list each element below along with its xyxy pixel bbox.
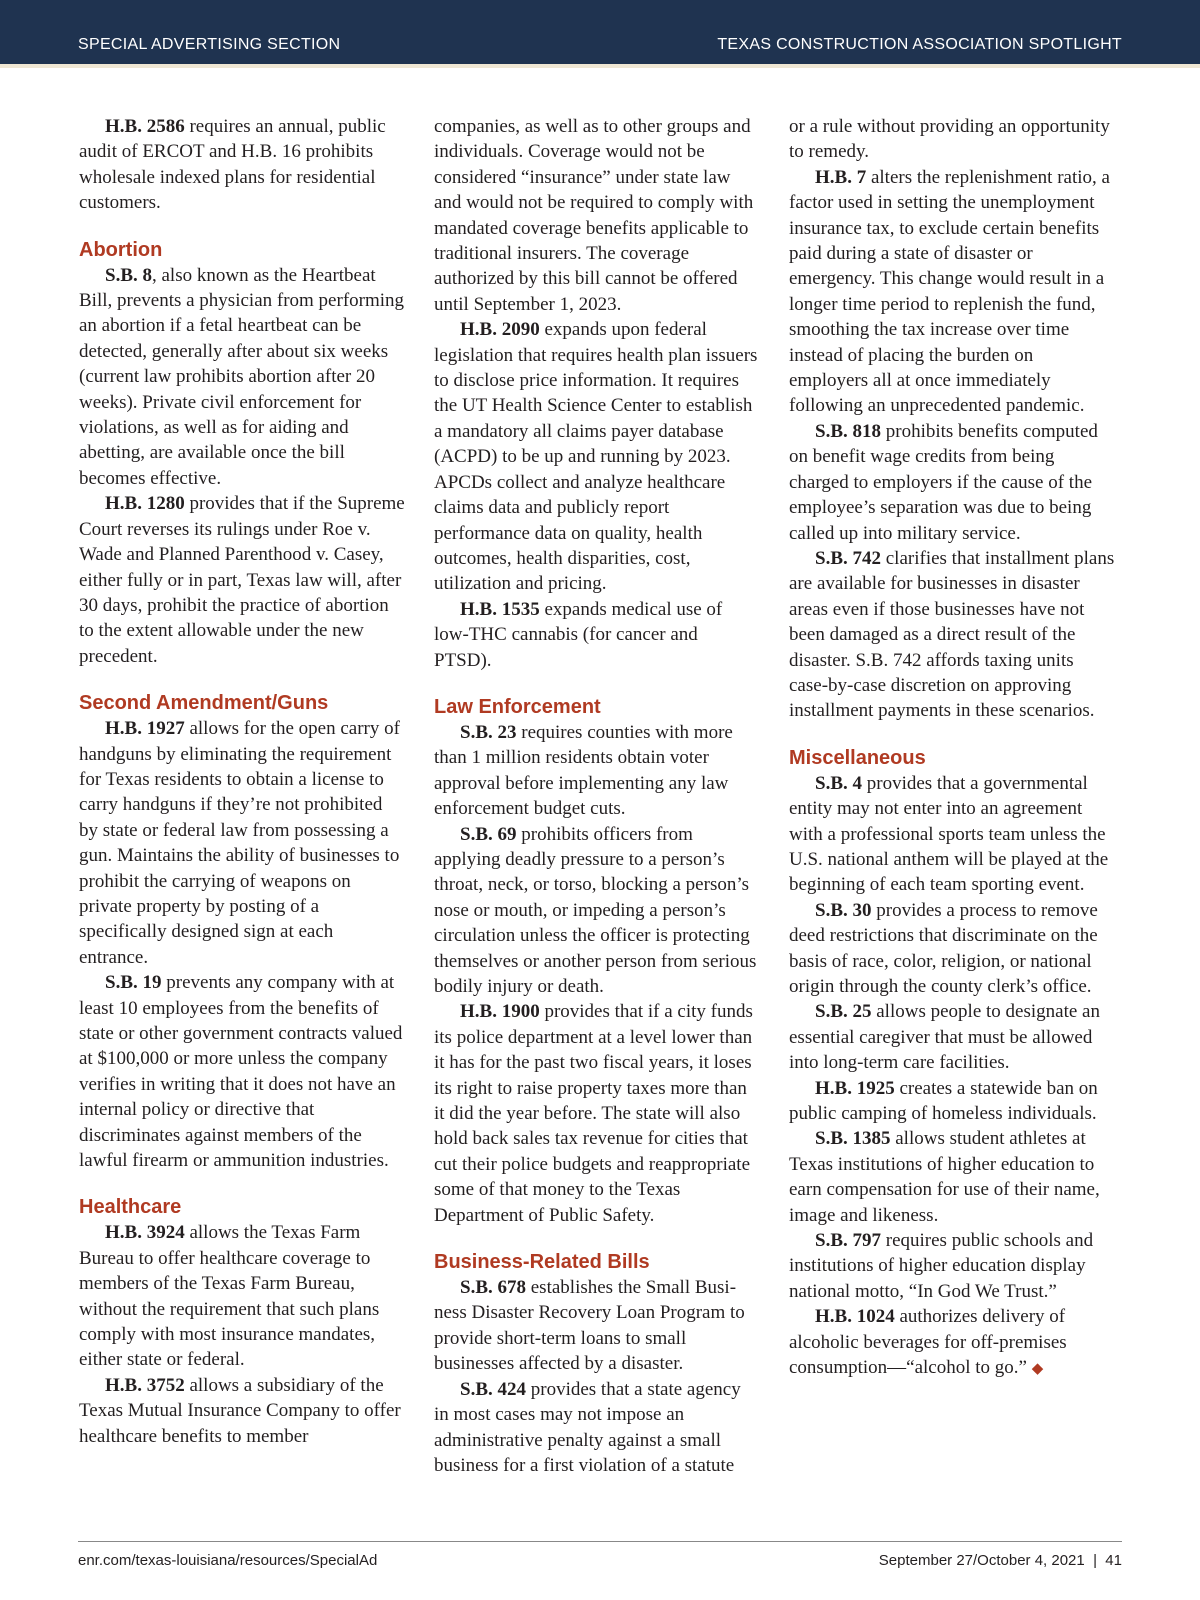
paragraph-hb1024 bbox=[789, 1304, 1115, 1382]
paragraph-sb69 bbox=[434, 822, 760, 1000]
footer-rule bbox=[78, 1541, 1122, 1542]
bill-text: allows for the open carry of handguns by eliminating the requirement for Texas residents to obtain a license to carry handguns if they’re not prohibited by state or federal law from possessing a gun. Maintains the ability of businesses to prohibit the carrying of weapons on private property by posting of a specifically designed sign at each entrance. bbox=[79, 718, 400, 968]
bill-number: H.B. 1024 bbox=[815, 1306, 895, 1328]
paragraph-hb1280 bbox=[79, 491, 405, 669]
paragraph-sb25 bbox=[789, 999, 1115, 1075]
paragraph-sb818 bbox=[789, 419, 1115, 546]
bill-number: S.B. 678 bbox=[460, 1277, 526, 1299]
heading-law-enforcement: Law Enforcement bbox=[434, 695, 601, 718]
paragraph-continued: companies, as well as to other groups and individuals. Coverage would not be considered “insurance” under state law and would not be required to comply with mandated coverage benefits applicable to traditional insurers. The coverage authorized by this bill cannot be offered until September 1, 2023. bbox=[434, 116, 754, 315]
bill-text: allows student athletes at Texas institutions of higher education to earn compensation for use of their name, image and likeness. bbox=[789, 1128, 1100, 1226]
bill-number: H.B. 2586 bbox=[105, 116, 185, 137]
paragraph-hb2586 bbox=[79, 114, 405, 216]
paragraph-sb30 bbox=[789, 898, 1115, 1000]
bill-text: provides that a governmental entity may not enter into an agreement with a professional sports team unless the U.S. national anthem will be played at the beginning of each team sporting event. bbox=[789, 772, 1109, 896]
bill-number: S.B. 19 bbox=[105, 972, 162, 994]
bill-number: H.B. 3924 bbox=[105, 1222, 185, 1244]
spotlight-label: TEXAS CONSTRUCTION ASSOCIATION SPOTLIGHT bbox=[717, 36, 1122, 53]
bill-text: prohibits officers from applying deadly pressure to a person’s throat, neck, or torso, blocking a person’s nose or mouth, or impeding a person’s circulation unless the officer is protecting themselves or another person from serious bodily injury or death. bbox=[434, 823, 757, 997]
bill-text: prohibits benefits computed on benefit wage credits from being charged to employers if the cause of the employee’s separation was due to being called up into military service. bbox=[789, 420, 1098, 544]
bill-number: H.B. 7 bbox=[815, 166, 867, 188]
bill-number: S.B. 30 bbox=[815, 899, 872, 921]
bill-text: requires an annual, public audit of ERCOT and H.B. 16 prohibits wholesale indexed plans for residential customers. bbox=[79, 116, 386, 214]
paragraph-sb678 bbox=[434, 1275, 760, 1377]
paragraph-sb4 bbox=[789, 771, 1115, 898]
bill-number: S.B. 25 bbox=[815, 1001, 872, 1023]
paragraph-hb7 bbox=[789, 165, 1115, 419]
bill-number: S.B. 742 bbox=[815, 547, 881, 569]
heading-business-bills: Business-Related Bills bbox=[434, 1251, 650, 1274]
header-rule bbox=[0, 64, 1200, 68]
paragraph-sb1385 bbox=[789, 1126, 1115, 1228]
paragraph-hb1900 bbox=[434, 999, 760, 1228]
bill-text: provides that if a city funds its police department at a level lower than it has for the past two fiscal years, it loses its right to raise property taxes more than it did the year before. The state will also hold back sales tax revenue for cities that cut their police budgets and reappropriate some of that money to the Texas Department of Public Safety. bbox=[434, 1001, 753, 1226]
paragraph-sb23 bbox=[434, 720, 760, 822]
bill-text: creates a statewide ban on public camping of homeless individuals. bbox=[789, 1077, 1098, 1125]
column-3 bbox=[789, 114, 1115, 1383]
heading-second-amendment: Second Amendment/Guns bbox=[79, 692, 329, 715]
bill-number: H.B. 1925 bbox=[815, 1077, 895, 1099]
paragraph-hb2090 bbox=[434, 317, 760, 596]
bill-text: establishes the Small Business Disaster Recovery Loan Program to provide short-term loans to small businesses affected by a disaster. bbox=[434, 1277, 745, 1375]
paragraph-sb8 bbox=[79, 263, 405, 492]
bill-number: S.B. 8 bbox=[105, 264, 152, 286]
column-2 bbox=[434, 114, 760, 1478]
bill-text: expands medical use of low-THC cannabis (for cancer and PTSD). bbox=[434, 598, 723, 671]
bill-text: prevents any company with at least 10 employees from the benefits of state or other government contracts valued at $100,000 or more unless the company verifies in writing that it does not have an internal policy or directive that discriminates against members of the lawful firearm or ammunition industries. bbox=[79, 972, 403, 1172]
bill-number: H.B. 3752 bbox=[105, 1374, 185, 1396]
bill-text: expands upon federal legislation that requires health plan issuers to disclose price information. It requires the UT Health Science Center to establish a mandatory all claims payer database (ACPD) to be up and running by 2023. APCDs collect and analyze healthcare claims data and publicly report performance data on quality, health outcomes, health disparities, cost, utilization and pricing. bbox=[434, 319, 758, 595]
column-1 bbox=[79, 114, 405, 1449]
bill-text: alters the replenishment ratio, a factor used in setting the unemployment insurance tax, to exclude certain benefits paid during a state of disaster or emergency. This change would result in a longer time period to replenish the fund, smoothing the tax increase over time instead of placing the burden on employers all at once immediately following an unprecedented pandemic. bbox=[789, 166, 1110, 417]
bill-number: H.B. 1535 bbox=[460, 598, 540, 620]
bill-number: S.B. 69 bbox=[460, 823, 517, 845]
bill-number: H.B. 1900 bbox=[460, 1001, 540, 1023]
bill-number: H.B. 1280 bbox=[105, 493, 185, 515]
bill-text: requires public schools and institutions of higher education display national motto, “In God We Trust.” bbox=[789, 1230, 1094, 1302]
bill-text: requires counties with more than 1 million residents obtain voter approval before implementing any law enforcement budget cuts. bbox=[434, 721, 733, 820]
paragraph-sb742 bbox=[789, 546, 1115, 724]
bill-text: provides a process to remove deed restrictions that discriminate on the basis of race, color, religion, or national origin through the county clerk’s office. bbox=[789, 899, 1098, 997]
bill-number: S.B. 4 bbox=[815, 772, 862, 794]
paragraph-sb797 bbox=[789, 1228, 1115, 1304]
paragraph-hb3924 bbox=[79, 1220, 405, 1372]
bill-text: , also known as the Heartbeat Bill, prevents a physician from performing an abortion if a fetal heartbeat can be detected, generally after about six weeks (current law prohibits abortion after 20 weeks). Private civil enforcement for violations, as well as for aiding and abetting, are available once the bill becomes effective. bbox=[79, 264, 405, 489]
paragraph-continued: or a rule without providing an opportunity to remedy. bbox=[789, 116, 1110, 163]
bill-text: provides that if the Supreme Court reverses its rulings under Roe v. Wade and Planned Parenthood v. Casey, either fully or in part, Texas law will, after 30 days, prohibit the practice of abortion to the extent allowable under the new precedent. bbox=[79, 493, 405, 667]
bill-number: S.B. 1385 bbox=[815, 1128, 891, 1150]
bill-number: H.B. 2090 bbox=[460, 319, 540, 341]
footer-date-page: September 27/October 4, 2021 | 41 bbox=[878, 1552, 1122, 1569]
header-bar bbox=[0, 0, 1200, 64]
bill-number: H.B. 1927 bbox=[105, 718, 185, 740]
bill-number: S.B. 424 bbox=[460, 1378, 526, 1400]
bill-text: allows a subsidiary of the Texas Mutual Insurance Company to offer healthcare benefits to member bbox=[79, 1374, 401, 1447]
bill-number: S.B. 797 bbox=[815, 1230, 881, 1252]
bill-text: allows people to designate an essential caregiver that must be allowed into long-term care facilities. bbox=[789, 1001, 1100, 1074]
heading-healthcare: Healthcare bbox=[79, 1196, 182, 1219]
paragraph-hb1925 bbox=[789, 1076, 1115, 1127]
bill-number: S.B. 23 bbox=[460, 721, 517, 743]
heading-abortion: Abortion bbox=[79, 238, 163, 261]
bill-text: clarifies that installment plans are available for businesses in disaster areas even if those businesses have not been damaged as a direct result of the disaster. S.B. 742 affords taxing units case-by-case discretion on approving installment payments in these scenarios. bbox=[789, 547, 1115, 722]
paragraph-sb424 bbox=[434, 1377, 760, 1479]
end-diamond-icon: ◆ bbox=[1031, 1361, 1044, 1378]
footer-url: enr.com/texas-louisiana/resources/SpecialAd bbox=[78, 1552, 378, 1569]
paragraph-sb19 bbox=[79, 970, 405, 1173]
heading-miscellaneous: Miscellaneous bbox=[789, 746, 926, 769]
paragraph-hb1927 bbox=[79, 716, 405, 970]
bill-text: allows the Texas Farm Bureau to offer healthcare coverage to members of the Texas Farm Bureau, without the requirement that such plans comply with most insurance mandates, either state or federal. bbox=[79, 1222, 380, 1371]
paragraph-hb3752 bbox=[79, 1373, 405, 1449]
bill-text: authorizes delivery of alcoholic beverages for off-premises consumption—“alcohol to go.” bbox=[789, 1306, 1067, 1379]
paragraph-hb1535 bbox=[434, 597, 760, 673]
bill-number: S.B. 818 bbox=[815, 420, 881, 442]
section-label: SPECIAL ADVERTISING SECTION bbox=[78, 36, 341, 53]
bill-text: provides that a state agency in most cases may not impose an administrative penalty against a small business for a first violation of a statute bbox=[434, 1378, 741, 1476]
